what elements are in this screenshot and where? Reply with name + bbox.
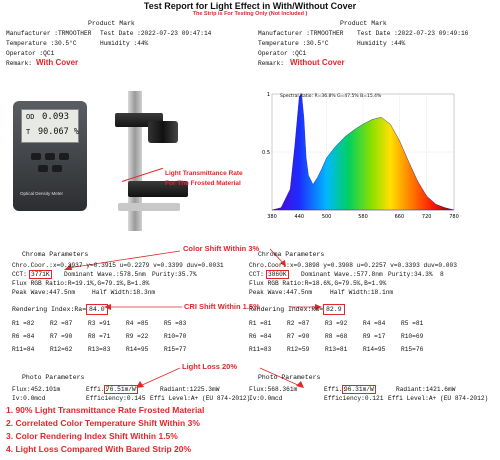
lcd-t-label: T [26,128,31,136]
left-r-value: R13=83 [88,346,111,353]
sensor-head [148,121,178,143]
right-r-value: R2 =87 [287,320,310,327]
right-r-value: R14=95 [363,346,386,353]
lcd-od-label: OD [26,113,35,121]
conclusion-4: 4. Light Loss Compared With Bared Strip 20% [6,444,192,454]
right-trailing-digit: 8 [440,271,444,278]
right-r-value: R5 =81 [401,320,424,327]
left-half-width: Half Width:18.3nm [92,289,156,296]
left-r-value: R11=84 [12,346,35,353]
right-dominant-wave: Dominant Wave.:577.8nm [301,271,383,278]
left-r-value: R1 =82 [12,320,35,327]
right-cct-label: CCT: [249,271,264,278]
right-purity: Purity:34.3% [388,271,433,278]
meter-keypad [31,153,69,181]
right-effi-value: 96.31m/W [344,386,374,393]
spectrum-x-tick-label: 660 [394,214,405,220]
left-r-value: R6 =84 [12,333,35,340]
spectrum-x-tick-label: 380 [267,214,277,220]
right-r-value: R13=81 [325,346,348,353]
meter-body [13,101,87,211]
right-chroma-heading: Chroma Parameters [258,251,325,258]
right-iv: Iv:0.0mcd [249,395,283,402]
spectrum-chart [258,86,468,226]
left-peak-wave: Peak Wave:447.5nm [12,289,76,296]
light-loss-annotation: Light Loss 20% [182,362,238,371]
right-r-value: R6 =84 [249,333,272,340]
report-subtitle: The Strip is For Testing Only (Not Included ) [192,11,308,17]
left-effi-value: 76.51m/W [106,386,136,393]
left-dominant-wave: Dominant Wave.:578.5nm [64,271,146,278]
left-r-value: R9 =22 [126,333,149,340]
meter-key [45,153,55,160]
right-flux: Flux:568.361m [249,386,298,393]
left-operator: Operator :QC1 [6,50,55,57]
right-r-value: R9 =17 [363,333,386,340]
left-r-value: R4 =85 [126,320,149,327]
left-remark-value: With Cover [36,58,79,67]
right-humidity: Humidity :44% [357,40,406,47]
right-radiant: Radiant:1421.6mW [396,386,456,393]
left-effi-label: Effi.: [86,386,109,393]
left-chroma-heading: Chroma Parameters [22,251,89,258]
color-shift-annotation: Color Shift Within 3% [183,244,260,253]
lcd-t-value: 90.067 % [38,127,79,137]
left-product-mark-heading: Product Mark [88,20,135,27]
right-product-mark-heading: Product Mark [340,20,387,27]
right-effi-level: Effi Level:A+ (EU 874-2012) [388,395,489,402]
conclusion-3: 3. Color Rendering Index Shift Within 1.5% [6,431,178,441]
right-r-value: R10=69 [401,333,424,340]
left-efficiency: Efficiency:0.145 [86,395,146,402]
left-rgb-ratio: Flux RGB Ratio:R=19.1%,G=79.1%,B=1.8% [12,280,150,287]
meter-photo [10,73,235,238]
left-cct-value: 3771K [31,271,50,278]
right-chroma-coords: Chro.Coor.:x=0.3898 y=0.3908 u=0.2257 v=0.3393 duv=0.003 [249,262,457,269]
left-humidity: Humidity :44% [100,40,149,47]
left-radiant: Radiant:1225.3mW [160,386,220,393]
right-r-value: R3 =92 [325,320,348,327]
meter-lcd [21,109,79,143]
right-remark-value: Without Cover [290,58,345,67]
right-operator: Operator :QC1 [258,50,307,57]
left-r-value: R3 =91 [88,320,111,327]
left-temperature: Temperature :30.5°C [6,40,77,47]
spectrum-x-tick-label: 580 [358,214,368,220]
spectrum-y-tick-label: 0.5 [262,150,270,156]
meter-key [59,153,69,160]
left-photo-heading: Photo Parameters [22,374,85,381]
left-purity: Purity:35.7% [152,271,197,278]
left-test-date: Test Date :2022-07-23 09:47:14 [100,30,212,37]
report-title: Test Report for Light Effect in With/Without Cover [143,1,357,11]
cri-shift-annotation: CRI Shift Within 1.5% [184,302,260,311]
left-r-value: R2 =87 [50,320,73,327]
left-r-value: R14=95 [126,346,149,353]
right-remark-label: Remark: [258,60,284,67]
meter-key [38,165,48,172]
right-effi-label: Effi.: [324,386,347,393]
right-half-width: Half Width:18.1nm [330,289,394,296]
right-r-value: R1 =81 [249,320,272,327]
spectrum-y-tick-label: 1 [266,92,270,98]
left-flux: Flux:452.101m [12,386,61,393]
left-chroma-coords: Chro.Coor.:x=0.3937 y=0.3915 u=0.2279 v=0.3399 duv=0.0031 [12,262,224,269]
spectrum-x-tick-label: 440 [294,214,305,220]
spectrum-caption: Spectral Ratio: R=36.8% G=47.5% B=15.4% [280,94,382,99]
left-r-value: R12=62 [50,346,73,353]
left-remark-label: Remark: [6,60,32,67]
meter-key [52,165,62,172]
stand-base [118,203,180,211]
transmittance-note-line1: Light Transmittance Rate [165,170,243,177]
right-rgb-ratio: Flux RGB Ratio:R=18.6%,G=79.5%,B=1.9% [249,280,387,287]
left-cct-label: CCT: [12,271,27,278]
right-r-value: R11=83 [249,346,272,353]
transmittance-note-line2: For The Frosted Material [165,180,241,187]
left-rendering-label: Rendering Index:Ra= [12,306,87,313]
left-r-value: R7 =90 [50,333,73,340]
right-r-value: R4 =84 [363,320,386,327]
left-ra-value: 84.0 [86,304,108,315]
left-r-value: R5 =83 [164,320,187,327]
right-r-value: R12=59 [287,346,310,353]
left-manufacturer: Manufacturer :TRMOOTHER [6,30,92,37]
left-effi-level: Effi Level:A+ (EU 874-2012) [150,395,251,402]
spectrum-chart-panel [258,86,468,226]
right-temperature: Temperature :30.5°C [258,40,329,47]
right-manufacturer: Manufacturer :TRMOOTHER [258,30,344,37]
right-efficiency: Efficiency:0.121 [324,395,384,402]
lcd-od-value: 0.093 [42,112,70,122]
right-rendering-label: Rendering Index:Ra= [249,306,324,313]
right-photo-heading: Photo Parameters [258,374,321,381]
spectrum-x-tick-label: 500 [321,214,332,220]
conclusion-1: 1. 90% Light Transmittance Rate Frosted Material [6,405,205,415]
spectrum-x-tick-label: 780 [449,214,459,220]
right-r-value: R7 =90 [287,333,310,340]
conclusion-2: 2. Correlated Color Temperature Shift Within 3% [6,418,200,428]
right-r-value: R8 =68 [325,333,348,340]
spectrum-x-tick-label: 720 [421,214,432,220]
right-test-date: Test Date :2022-07-23 09:49:16 [357,30,469,37]
left-r-value: R10=70 [164,333,187,340]
meter-device-name: Optical Density Meter [20,191,64,196]
right-ra-value: 82.9 [323,304,345,315]
left-r-value: R15=77 [164,346,187,353]
meter-key [31,153,41,160]
left-iv: Iv:0.0mcd [12,395,46,402]
right-r-value: R15=76 [401,346,424,353]
right-peak-wave: Peak Wave:447.5nm [249,289,313,296]
left-r-value: R8 =71 [88,333,111,340]
right-cct-value: 3860K [268,271,287,278]
